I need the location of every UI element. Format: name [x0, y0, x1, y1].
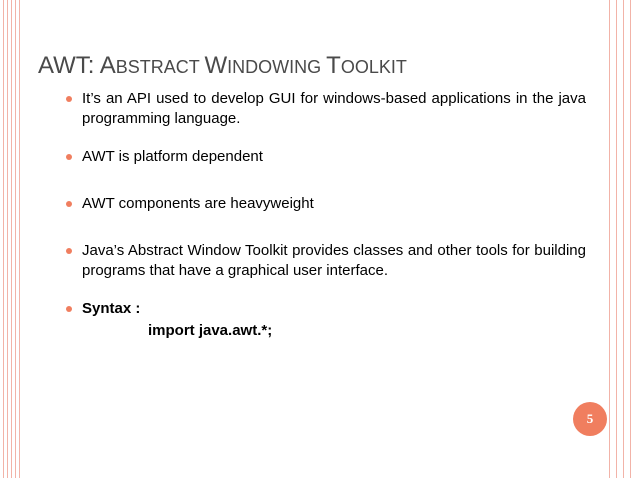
bullet-item: [66, 147, 586, 167]
frame-line: [7, 0, 8, 478]
syntax-bullet: [66, 299, 586, 319]
bullet-item: [66, 194, 586, 214]
bullet-text: It’s an API used to develop GUI for windows-based applications in the java programming language.: [82, 90, 586, 127]
bullet-item: [66, 241, 586, 281]
syntax-label: Syntax :: [82, 300, 141, 317]
frame-line: [15, 0, 16, 478]
frame-line: [3, 0, 4, 478]
slide-content: [66, 89, 586, 341]
frame-line: [616, 0, 617, 478]
bullet-dot-icon: [66, 248, 72, 254]
bullet-dot-icon: [66, 154, 72, 160]
bullet-dot-icon: [66, 306, 72, 312]
bullet-item: [66, 89, 586, 129]
bullet-dot-icon: [66, 96, 72, 102]
title-part: AWT: A: [38, 52, 116, 79]
frame-line: [19, 0, 20, 478]
bullet-dot-icon: [66, 201, 72, 207]
slide-title: [38, 48, 598, 84]
right-frame-decoration: [608, 0, 638, 478]
title-part: BSTRACT: [115, 57, 205, 77]
page-number-badge: 5: [573, 402, 607, 436]
title-part: W: [204, 52, 228, 79]
title-part: INDOWING: [227, 57, 327, 77]
left-frame-decoration: [0, 0, 22, 478]
title-part: T: [326, 52, 341, 79]
bullet-text: AWT components are heavyweight: [82, 195, 314, 212]
bullet-text: Java’s Abstract Window Toolkit provides classes and other tools for building programs that have a graphical user interface.: [82, 242, 586, 279]
title-part: OOLKIT: [340, 57, 407, 77]
frame-line: [630, 0, 631, 478]
frame-line: [623, 0, 624, 478]
frame-line: [11, 0, 12, 478]
frame-line: [609, 0, 610, 478]
syntax-code: import java.awt.*;: [148, 322, 273, 339]
bullet-text: AWT is platform dependent: [82, 148, 263, 165]
